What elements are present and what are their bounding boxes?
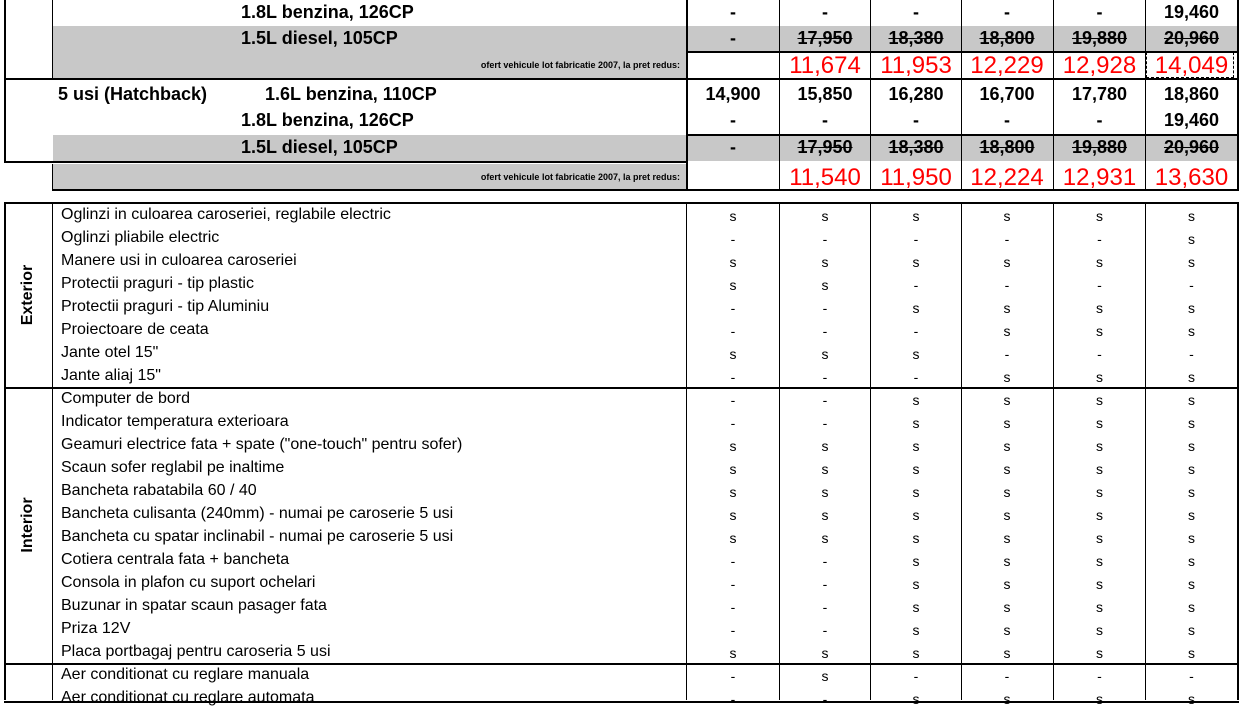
column-divider: [1053, 0, 1054, 190]
feature-name: Jante otel 15": [61, 344, 159, 361]
feature-name: Computer de bord: [61, 390, 190, 407]
availability-mark: -: [1004, 668, 1010, 684]
availability-mark: -: [913, 231, 919, 247]
availability-mark: s: [1188, 300, 1195, 316]
availability-mark: s: [821, 484, 829, 500]
availability-mark: -: [730, 231, 736, 247]
availability-mark: -: [730, 415, 736, 431]
availability-mark: s: [912, 530, 920, 546]
column-divider: [870, 0, 871, 190]
availability-mark: -: [730, 622, 736, 638]
availability-mark: s: [1188, 254, 1195, 270]
availability-mark: s: [912, 461, 920, 477]
availability-mark: -: [730, 369, 736, 385]
availability-mark: s: [1003, 599, 1011, 615]
availability-mark: -: [730, 553, 736, 569]
availability-mark: -: [1097, 668, 1102, 684]
availability-mark: -: [822, 576, 828, 592]
availability-mark: s: [729, 254, 737, 270]
availability-mark: s: [1003, 484, 1011, 500]
offer-price: 12,224: [970, 164, 1044, 191]
availability-mark: s: [1003, 438, 1011, 454]
availability-mark: -: [822, 392, 828, 408]
list-price: 18,800: [979, 28, 1035, 48]
availability-mark: s: [821, 208, 829, 224]
availability-mark: s: [912, 208, 920, 224]
availability-mark: s: [1003, 461, 1011, 477]
list-price: 16,280: [888, 84, 944, 104]
list-price: -: [730, 28, 736, 48]
offer-price: 11,953: [880, 52, 952, 79]
availability-mark: s: [1188, 323, 1195, 339]
highlight-cell: [1146, 52, 1234, 78]
availability-mark: s: [912, 484, 920, 500]
border: [52, 189, 1239, 191]
border: [4, 0, 6, 161]
availability-mark: -: [1097, 231, 1102, 247]
border: [52, 202, 53, 700]
availability-mark: s: [1096, 622, 1103, 638]
list-price: -: [1004, 110, 1010, 130]
availability-mark: s: [1188, 645, 1195, 661]
availability-mark: s: [729, 530, 737, 546]
availability-mark: s: [912, 392, 920, 408]
availability-mark: s: [912, 645, 920, 661]
feature-name: Indicator temperatura exterioara: [61, 413, 289, 430]
engine-label: 1.8L benzina, 126CP: [241, 2, 414, 22]
availability-mark: -: [913, 277, 919, 293]
availability-mark: s: [1003, 415, 1011, 431]
availability-mark: -: [822, 553, 828, 569]
availability-mark: s: [1096, 599, 1103, 615]
availability-mark: s: [1003, 645, 1011, 661]
availability-mark: s: [1188, 208, 1195, 224]
availability-mark: -: [1004, 277, 1010, 293]
feature-name: Scaun sofer reglabil pe inaltime: [61, 459, 285, 476]
availability-mark: s: [729, 208, 737, 224]
feature-name: Placa portbagaj pentru caroseria 5 usi: [61, 643, 331, 660]
feature-name: Oglinzi in culoarea caroseriei, reglabile electric: [61, 206, 391, 223]
availability-mark: s: [1096, 392, 1103, 408]
availability-mark: -: [730, 668, 736, 684]
availability-mark: s: [1188, 530, 1195, 546]
availability-mark: s: [1003, 622, 1011, 638]
availability-mark: -: [822, 599, 828, 615]
list-price: 20,960: [1163, 28, 1220, 48]
section-label: Exterior: [19, 264, 36, 326]
availability-mark: s: [1003, 208, 1011, 224]
availability-mark: -: [822, 231, 828, 247]
availability-mark: s: [729, 277, 737, 293]
availability-mark: s: [1003, 323, 1011, 339]
availability-mark: s: [729, 484, 737, 500]
feature-name: Priza 12V: [61, 620, 131, 637]
list-price: 15,850: [797, 84, 853, 104]
availability-mark: s: [1096, 438, 1103, 454]
availability-mark: s: [1003, 507, 1011, 523]
availability-mark: s: [1188, 599, 1195, 615]
availability-mark: s: [1096, 323, 1103, 339]
list-price: 17,780: [1071, 84, 1128, 104]
availability-mark: -: [730, 576, 736, 592]
list-price: 17,950: [797, 137, 853, 157]
engine-label: 1.6L benzina, 110CP: [265, 84, 437, 104]
availability-mark: s: [729, 507, 737, 523]
availability-mark: s: [1188, 553, 1195, 569]
section-label: Interior: [19, 497, 36, 553]
border: [4, 78, 1239, 80]
column-divider: [1145, 202, 1146, 700]
availability-mark: s: [1188, 461, 1195, 477]
availability-mark: s: [1096, 461, 1103, 477]
availability-mark: -: [1189, 346, 1194, 362]
column-divider: [870, 202, 871, 700]
availability-mark: s: [1096, 691, 1103, 707]
availability-mark: -: [1189, 277, 1194, 293]
availability-mark: s: [1188, 415, 1195, 431]
list-price: -: [1096, 110, 1103, 130]
feature-name: Oglinzi pliabile electric: [61, 229, 220, 246]
body-type-label: 5 usi (Hatchback): [58, 84, 208, 104]
list-price: 14,900: [705, 84, 761, 104]
border: [4, 701, 1239, 703]
column-divider: [779, 0, 780, 190]
availability-mark: -: [730, 599, 736, 615]
list-price: 19,880: [1071, 28, 1128, 48]
availability-mark: s: [1096, 208, 1103, 224]
availability-mark: -: [913, 668, 919, 684]
availability-mark: s: [1096, 507, 1103, 523]
availability-mark: s: [1096, 484, 1103, 500]
offer-price: 12,229: [970, 52, 1044, 79]
list-price: -: [913, 110, 919, 130]
availability-mark: s: [1003, 369, 1011, 385]
availability-mark: s: [821, 438, 829, 454]
feature-name: Aer conditionat cu reglare automata: [61, 689, 315, 706]
availability-mark: -: [822, 415, 828, 431]
offer-price: 12,928: [1062, 52, 1137, 79]
list-price: 18,800: [979, 137, 1035, 157]
availability-mark: -: [913, 323, 919, 339]
availability-mark: s: [1096, 254, 1103, 270]
availability-mark: s: [1096, 369, 1103, 385]
feature-name: Proiectoare de ceata: [61, 321, 209, 338]
feature-name: Cotiera centrala fata + bancheta: [61, 551, 290, 568]
availability-mark: s: [912, 346, 920, 362]
availability-mark: s: [912, 254, 920, 270]
availability-mark: s: [1188, 576, 1195, 592]
availability-mark: s: [821, 530, 829, 546]
availability-mark: s: [912, 415, 920, 431]
list-price: 18,860: [1163, 84, 1220, 104]
list-price: 19,460: [1163, 110, 1220, 130]
availability-mark: -: [913, 369, 919, 385]
offer-price: 12,931: [1062, 164, 1137, 191]
engine-label: 1.5L diesel, 105CP: [241, 137, 398, 157]
availability-mark: s: [1096, 530, 1103, 546]
availability-mark: s: [729, 461, 737, 477]
list-price: -: [913, 2, 919, 22]
column-divider: [779, 202, 780, 700]
availability-mark: -: [1004, 346, 1010, 362]
availability-mark: s: [821, 507, 829, 523]
availability-mark: -: [822, 622, 828, 638]
availability-mark: s: [912, 300, 920, 316]
availability-mark: -: [730, 691, 736, 707]
list-price: -: [1096, 2, 1103, 22]
engine-label: 1.8L benzina, 126CP: [241, 110, 414, 130]
availability-mark: s: [821, 346, 829, 362]
feature-name: Aer conditionat cu reglare manuala: [61, 666, 310, 683]
column-divider: [961, 0, 962, 190]
border: [686, 134, 1238, 136]
list-price: 19,460: [1163, 2, 1220, 22]
availability-mark: s: [821, 461, 829, 477]
availability-mark: s: [1188, 369, 1195, 385]
availability-mark: s: [1188, 392, 1195, 408]
feature-name: Protectii praguri - tip Aluminiu: [61, 298, 270, 315]
feature-name: Consola in plafon cu suport ochelari: [61, 574, 316, 591]
offer-price: 11,674: [789, 52, 861, 79]
feature-name: Buzunar in spatar scaun pasager fata: [61, 597, 327, 614]
availability-mark: s: [821, 277, 829, 293]
availability-mark: s: [1003, 254, 1011, 270]
availability-mark: s: [1003, 300, 1011, 316]
column-divider: [1053, 202, 1054, 700]
availability-mark: s: [1188, 622, 1195, 638]
list-price: 18,380: [888, 28, 944, 48]
availability-mark: s: [821, 645, 829, 661]
border: [686, 202, 687, 700]
availability-mark: s: [1096, 576, 1103, 592]
availability-mark: -: [730, 323, 736, 339]
availability-mark: -: [1097, 277, 1102, 293]
list-price: -: [1004, 2, 1010, 22]
availability-mark: -: [1097, 346, 1102, 362]
offer-price: 11,540: [789, 164, 861, 191]
availability-mark: -: [730, 392, 736, 408]
availability-mark: s: [1003, 530, 1011, 546]
list-price: 16,700: [979, 84, 1035, 104]
border: [52, 0, 53, 78]
availability-mark: s: [1003, 392, 1011, 408]
availability-mark: s: [1188, 438, 1195, 454]
border: [4, 161, 688, 163]
feature-name: Bancheta cu spatar inclinabil - numai pe caroserie 5 usi: [61, 528, 454, 545]
list-price: -: [730, 137, 736, 157]
list-price: 18,380: [888, 137, 944, 157]
availability-mark: s: [1188, 691, 1195, 707]
availability-mark: s: [912, 622, 920, 638]
availability-mark: s: [1188, 231, 1195, 247]
column-divider: [1145, 0, 1146, 190]
list-price: -: [822, 2, 828, 22]
availability-mark: s: [1096, 300, 1103, 316]
list-price: 20,960: [1163, 137, 1220, 157]
availability-mark: -: [730, 300, 736, 316]
availability-mark: s: [912, 438, 920, 454]
availability-mark: s: [912, 576, 920, 592]
availability-mark: s: [1188, 507, 1195, 523]
availability-mark: s: [912, 599, 920, 615]
border: [52, 164, 53, 190]
availability-mark: s: [912, 553, 920, 569]
list-price: -: [730, 110, 736, 130]
engine-label: 1.5L diesel, 105CP: [241, 28, 398, 48]
availability-mark: s: [1003, 576, 1011, 592]
feature-name: Jante aliaj 15": [61, 367, 161, 384]
availability-mark: s: [821, 254, 829, 270]
offer-label: ofert vehicule lot fabricatie 2007, la pret redus:: [480, 172, 680, 182]
offer-price: 14,049: [1154, 52, 1229, 79]
offer-label: ofert vehicule lot fabricatie 2007, la pret redus:: [480, 60, 680, 70]
availability-mark: s: [729, 346, 737, 362]
feature-name: Protectii praguri - tip plastic: [61, 275, 254, 292]
availability-mark: s: [912, 691, 920, 707]
feature-name: Manere usi in culoarea caroseriei: [61, 252, 297, 269]
feature-name: Geamuri electrice fata + spate ("one-touch" pentru sofer): [61, 436, 463, 453]
column-divider: [961, 202, 962, 700]
offer-price: 13,630: [1154, 164, 1229, 191]
availability-mark: -: [822, 691, 828, 707]
feature-name: Bancheta rabatabila 60 / 40: [61, 482, 257, 499]
availability-mark: s: [821, 668, 829, 684]
availability-mark: s: [1188, 484, 1195, 500]
availability-mark: -: [1004, 231, 1010, 247]
list-price: 19,880: [1071, 137, 1128, 157]
availability-mark: s: [1096, 645, 1103, 661]
availability-mark: s: [912, 507, 920, 523]
list-price: -: [822, 110, 828, 130]
border: [4, 202, 6, 700]
availability-mark: s: [1096, 553, 1103, 569]
availability-mark: s: [1003, 553, 1011, 569]
availability-mark: -: [822, 323, 828, 339]
availability-mark: s: [729, 438, 737, 454]
list-price: -: [730, 2, 736, 22]
availability-mark: s: [729, 645, 737, 661]
availability-mark: -: [822, 369, 828, 385]
availability-mark: s: [1003, 691, 1011, 707]
feature-name: Bancheta culisanta (240mm) - numai pe caroserie 5 usi: [61, 505, 454, 522]
availability-mark: -: [822, 300, 828, 316]
availability-mark: s: [1096, 415, 1103, 431]
list-price: 17,950: [797, 28, 853, 48]
offer-price: 11,950: [880, 164, 952, 191]
availability-mark: -: [1189, 668, 1194, 684]
